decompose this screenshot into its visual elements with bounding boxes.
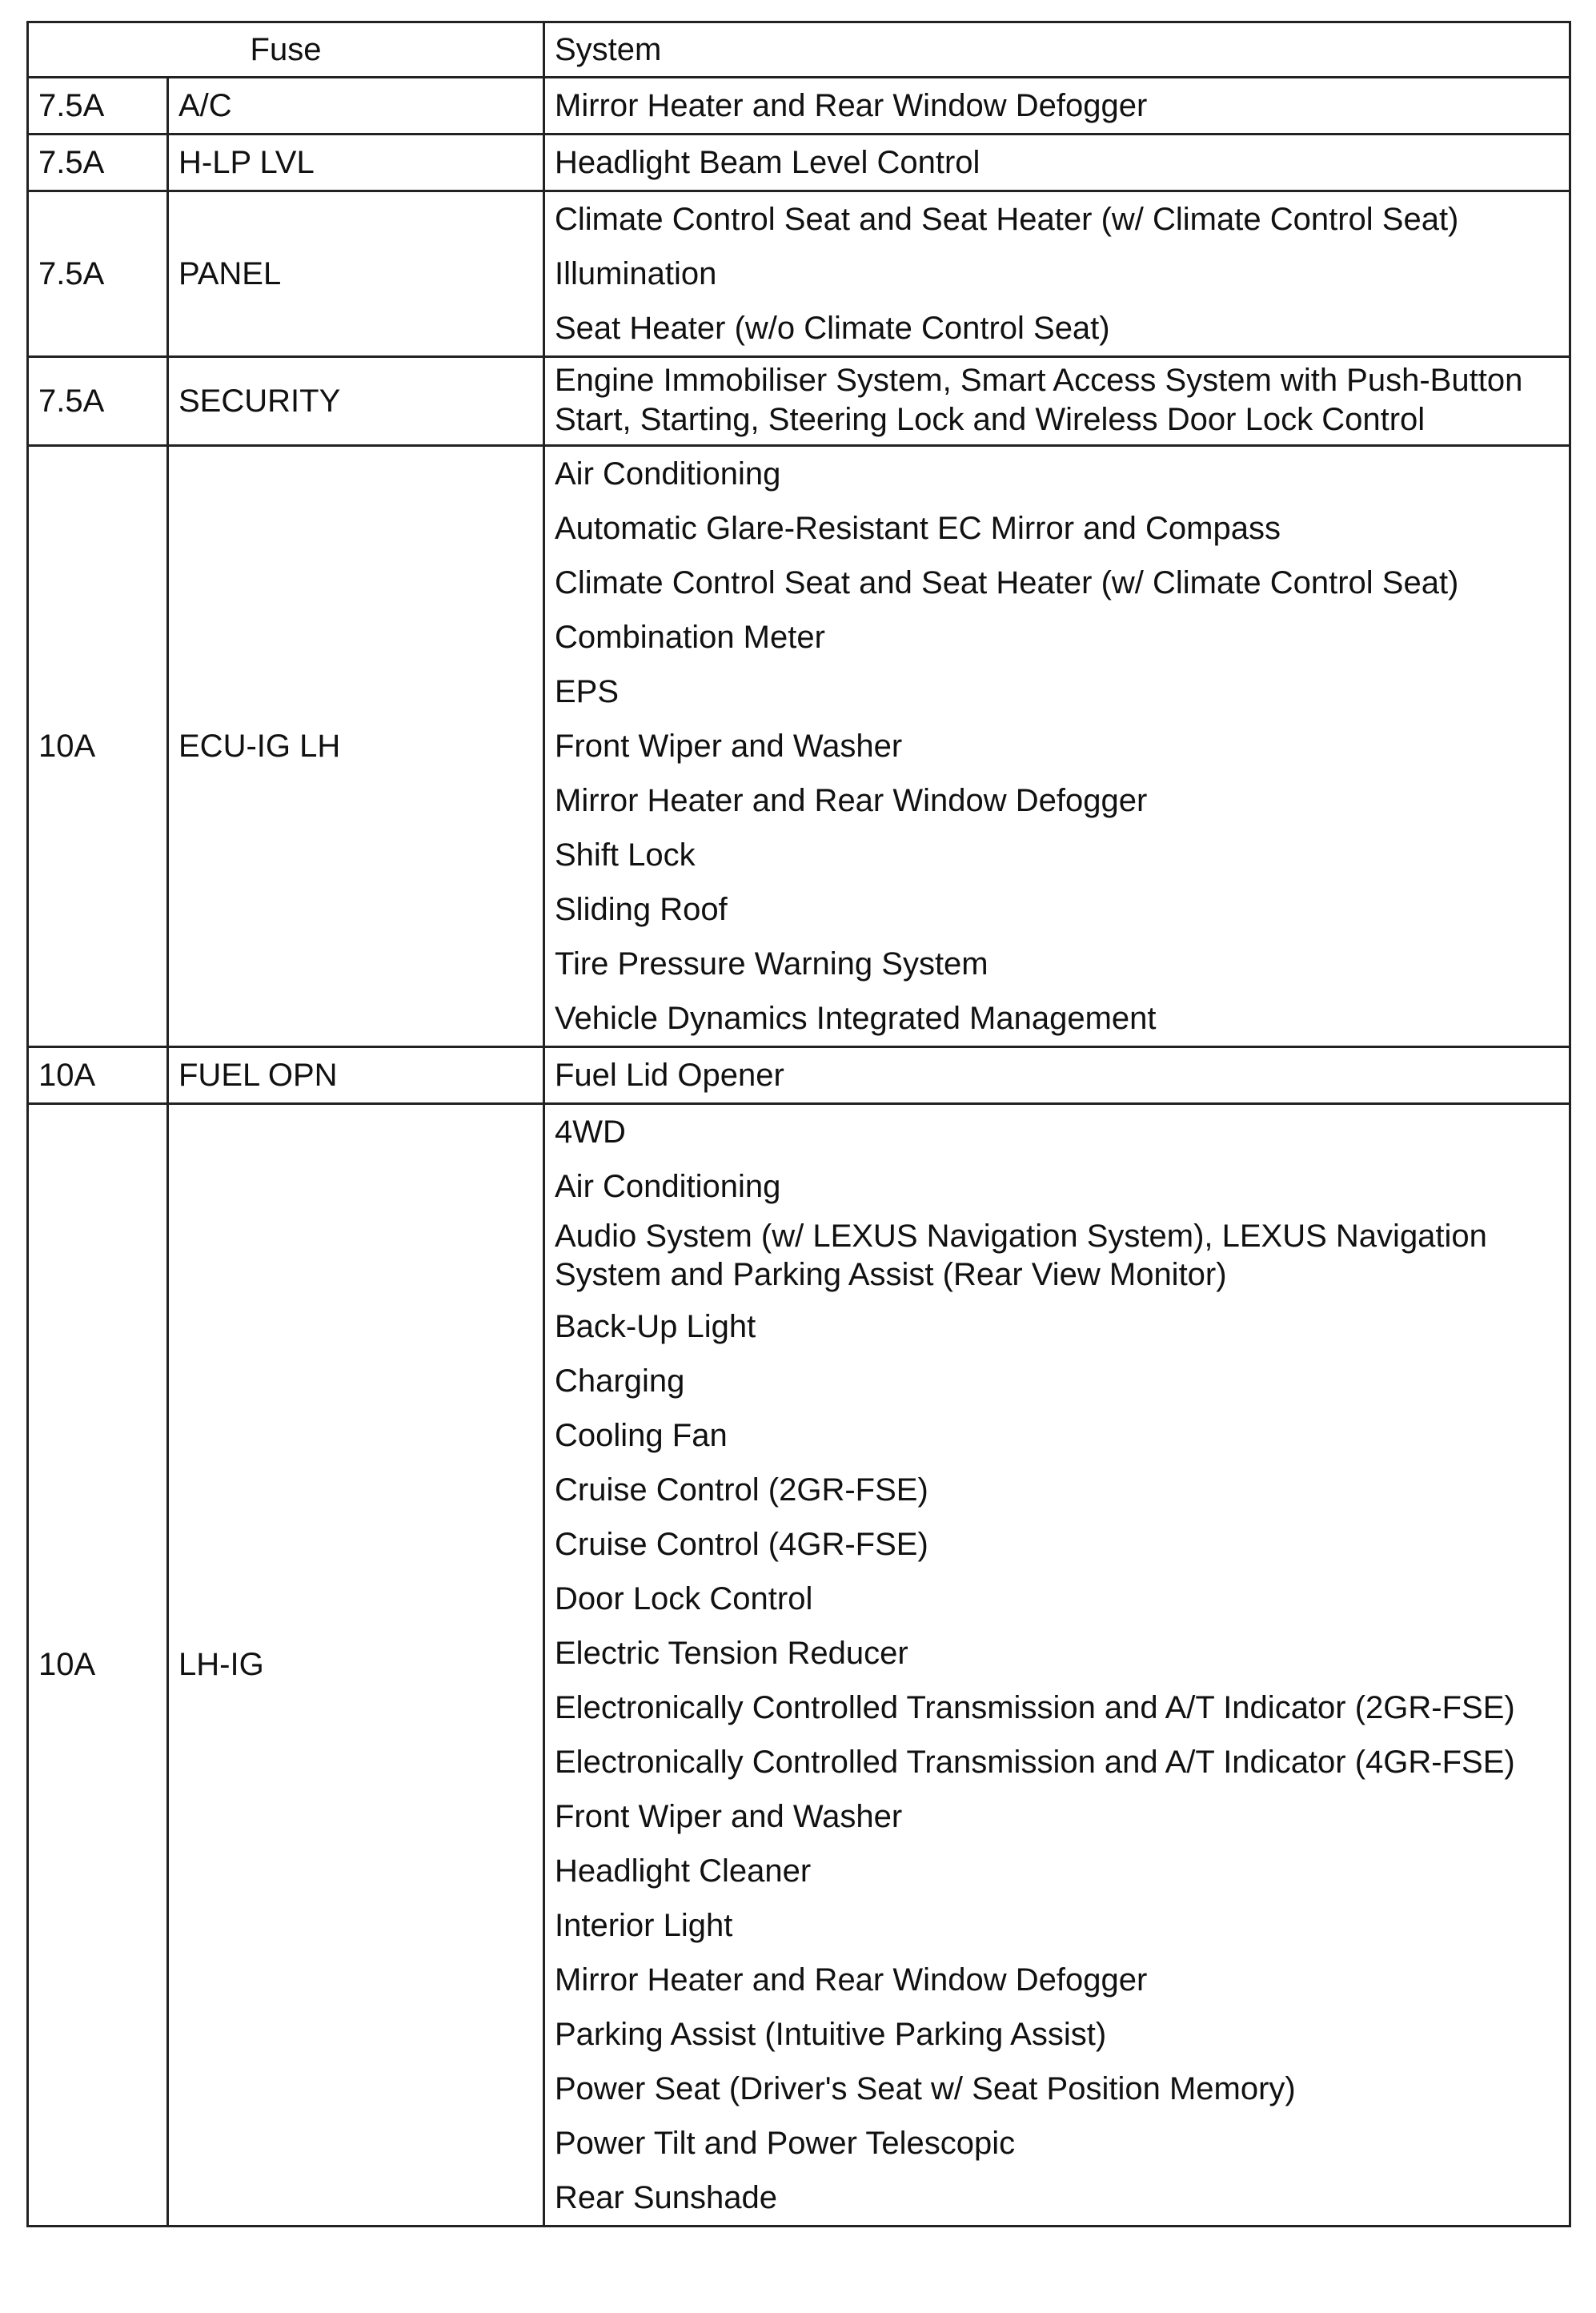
table-row — [28, 135, 1570, 191]
system-item: Power Seat (Driver's Seat w/ Seat Position Memory) — [555, 2071, 1296, 2107]
system-cell — [544, 191, 1570, 357]
system-item: Illumination — [555, 256, 717, 291]
system-item: Interior Light — [555, 1908, 733, 1944]
system-item: Rear Sunshade — [555, 2180, 777, 2216]
system-item: Headlight Cleaner — [555, 1853, 812, 1889]
system-item: Cooling Fan — [555, 1418, 728, 1454]
system-item: Automatic Glare-Resistant EC Mirror and Compass — [555, 510, 1281, 546]
system-item: Air Conditioning — [555, 456, 781, 492]
system-item: Front Wiper and Washer — [555, 728, 903, 764]
fuse-name: A/C — [168, 78, 544, 135]
fuse-name: FUEL OPN — [168, 1046, 544, 1103]
fuse-table — [26, 21, 1571, 2227]
system-item: Fuel Lid Opener — [555, 1057, 784, 1093]
system-cell — [544, 1046, 1570, 1103]
system-item: Seat Heater (w/o Climate Control Seat) — [555, 311, 1110, 346]
system-item: Tire Pressure Warning System — [555, 946, 988, 982]
fuse-amperage: 7.5A — [28, 191, 168, 357]
system-item: Engine Immobiliser System, Smart Access System with Push-Button Start, Starting, Steering Lock and Wireless Door Lock Control — [555, 363, 1523, 437]
system-item: Audio System (w/ LEXUS Navigation System), LEXUS Navigation System and Parking Assist (Rear View Monitor) — [555, 1218, 1487, 1293]
system-item: Electronically Controlled Transmission and A/T Indicator (4GR-FSE) — [555, 1745, 1515, 1781]
system-item: Mirror Heater and Rear Window Defogger — [555, 782, 1148, 818]
system-cell — [544, 445, 1570, 1046]
table-row — [28, 1103, 1570, 2227]
fuse-name: ECU-IG LH — [168, 445, 544, 1046]
system-item: Climate Control Seat and Seat Heater (w/ Climate Control Seat) — [555, 564, 1459, 600]
system-item: Front Wiper and Washer — [555, 1799, 903, 1835]
system-item: Headlight Beam Level Control — [555, 145, 980, 180]
header-fuse: Fuse — [28, 22, 544, 78]
table-row — [28, 78, 1570, 135]
system-item: Sliding Roof — [555, 891, 728, 927]
fuse-amperage: 7.5A — [28, 78, 168, 135]
system-item: EPS — [555, 673, 620, 709]
fuse-amperage: 10A — [28, 1103, 168, 2227]
system-item: Charging — [555, 1363, 685, 1399]
fuse-amperage: 10A — [28, 445, 168, 1046]
system-item: Power Tilt and Power Telescopic — [555, 2126, 1016, 2162]
system-item: Air Conditioning — [555, 1168, 781, 1204]
system-item: Cruise Control (2GR-FSE) — [555, 1472, 928, 1508]
system-item: Back-Up Light — [555, 1309, 756, 1345]
system-item: Cruise Control (4GR-FSE) — [555, 1527, 928, 1563]
system-item: Door Lock Control — [555, 1581, 813, 1617]
system-item: Mirror Heater and Rear Window Defogger — [555, 88, 1148, 123]
fuse-name: H-LP LVL — [168, 135, 544, 191]
table-row — [28, 1046, 1570, 1103]
system-item: Combination Meter — [555, 619, 825, 655]
table-row — [28, 357, 1570, 446]
system-item: Electric Tension Reducer — [555, 1636, 908, 1672]
fuse-name: SECURITY — [168, 357, 544, 446]
table-row — [28, 445, 1570, 1046]
system-item: Electronically Controlled Transmission and A/T Indicator (2GR-FSE) — [555, 1690, 1515, 1726]
system-cell — [544, 78, 1570, 135]
header-system: System — [544, 22, 1570, 78]
system-cell — [544, 135, 1570, 191]
system-cell — [544, 357, 1570, 446]
system-item: Parking Assist (Intuitive Parking Assist) — [555, 2017, 1107, 2053]
system-item: Vehicle Dynamics Integrated Management — [555, 1000, 1157, 1036]
system-item: Shift Lock — [555, 837, 696, 873]
fuse-amperage: 7.5A — [28, 135, 168, 191]
fuse-amperage: 10A — [28, 1046, 168, 1103]
fuse-name: PANEL — [168, 191, 544, 357]
table-row — [28, 191, 1570, 357]
system-item: 4WD — [555, 1114, 626, 1150]
system-item: Mirror Heater and Rear Window Defogger — [555, 1962, 1148, 1998]
fuse-amperage: 7.5A — [28, 357, 168, 446]
table-header-row — [28, 22, 1570, 78]
system-item: Climate Control Seat and Seat Heater (w/ Climate Control Seat) — [555, 202, 1459, 237]
fuse-name: LH-IG — [168, 1103, 544, 2227]
system-cell — [544, 1103, 1570, 2227]
table-body — [28, 78, 1570, 2227]
